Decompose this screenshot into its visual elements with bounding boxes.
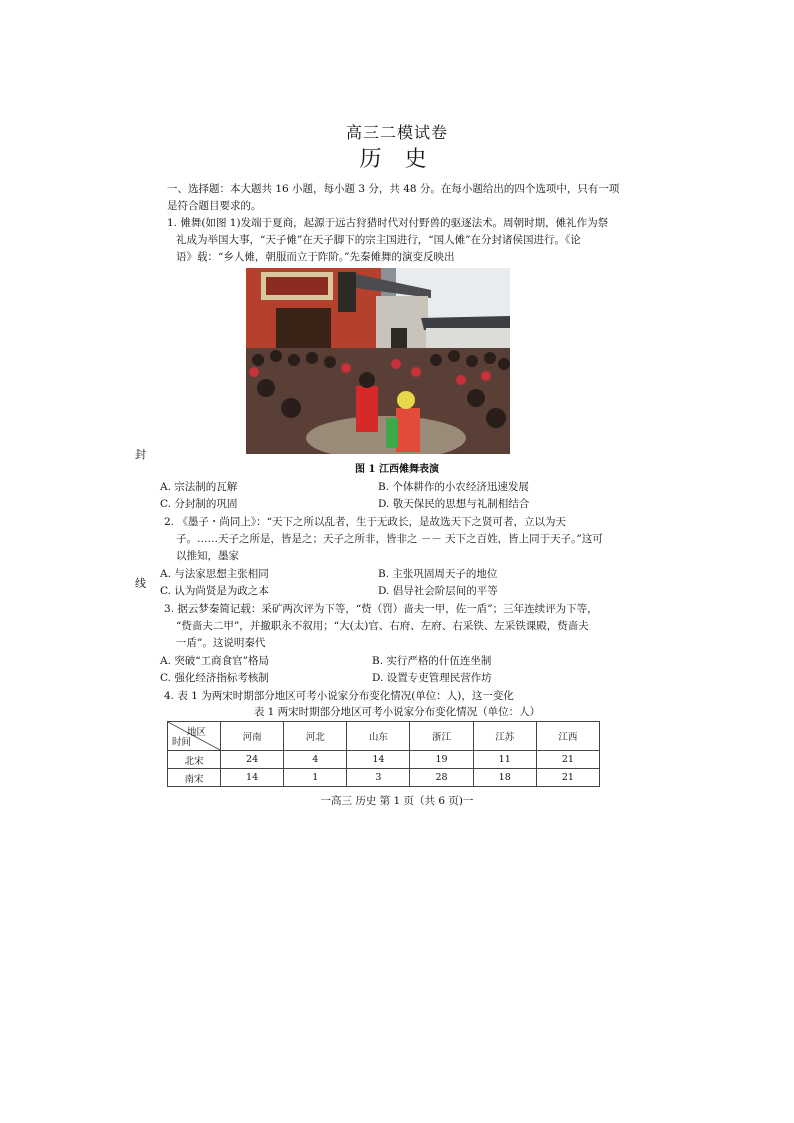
q3-stem-line2: “赀啬夫二甲”，并撤职永不叙用；“大(太)官、右府、左府、右采铁、左采铁课殿，赀啬夫 <box>176 620 589 632</box>
table-cell: 21 <box>536 769 599 787</box>
q3-option-d: D. 设置专吏管理民营作坊 <box>372 672 492 684</box>
section-intro-line2: 是符合题目要求的。 <box>167 200 262 212</box>
table-header-cell: 浙江 <box>410 722 473 751</box>
table-cell: 11 <box>473 751 536 769</box>
q4-stem-line1: 4. 表 1 为两宋时期部分地区可考小说家分布变化情况(单位：人)，这一变化 <box>164 690 514 702</box>
table-header-cell: 河北 <box>284 722 347 751</box>
margin-seal-char: 封 <box>135 448 146 461</box>
table-row-label: 北宋 <box>168 751 221 769</box>
table-header-cell: 河南 <box>221 722 284 751</box>
table-cell: 3 <box>347 769 410 787</box>
table-row-label: 南宋 <box>168 769 221 787</box>
corner-region-label: 地区 <box>186 727 206 738</box>
table-header-row <box>168 722 600 751</box>
table-cell: 18 <box>473 769 536 787</box>
q1-stem-line2: 礼成为举国大事，“天子傩”在天子脚下的宗主国进行，“国人傩”在分封诸侯国进行。《论 <box>176 234 581 246</box>
nuo-dance-photo <box>246 268 510 454</box>
figure-caption: 图 1 江西傩舞表演 <box>355 464 439 475</box>
q1-option-d: D. 敬天保民的思想与礼制相结合 <box>378 498 530 510</box>
q2-stem-line3: 以推知，墨家 <box>176 550 239 562</box>
subject-title: 历 史 <box>359 147 435 172</box>
table-row <box>168 751 600 769</box>
table-cell: 24 <box>221 751 284 769</box>
q3-option-a: A. 突破“工商食官”格局 <box>160 655 269 667</box>
q2-stem-line1: 2. 《墨子・尚同上》：“天下之所以乱者，生于无政长，是故选天下之贤可者，立以为天 <box>164 516 566 528</box>
page-footer: 一高三 历史 第 1 页（共 6 页)一 <box>320 795 474 807</box>
q3-stem-line3: 一盾”。这说明秦代 <box>176 637 266 649</box>
table-cell: 4 <box>284 751 347 769</box>
margin-line-char: 线 <box>135 577 146 590</box>
q3-option-b: B. 实行严格的什伍连坐制 <box>372 655 492 667</box>
q1-option-a: A. 宗法制的瓦解 <box>160 481 238 493</box>
table-title: 表 1 两宋时期部分地区可考小说家分布变化情况（单位：人） <box>253 706 541 718</box>
q2-option-c: C. 认为尚贤是为政之本 <box>160 585 269 597</box>
q2-option-a: A. 与法家思想主张相同 <box>160 568 269 580</box>
table-cell: 19 <box>410 751 473 769</box>
q3-option-c: C. 强化经济指标考核制 <box>160 672 269 684</box>
section-intro-line1: 一、选择题：本大题共 16 小题，每小题 3 分，共 48 分。在每小题给出的四个选项中，只有一项 <box>167 183 620 195</box>
table-cell: 14 <box>347 751 410 769</box>
exam-title: 高三二模试卷 <box>345 123 448 142</box>
q2-option-d: D. 倡导社会阶层间的平等 <box>378 585 498 597</box>
corner-period-label: 时间 <box>172 737 192 748</box>
q1-stem-line1: 1. 傩舞(如图 1)发端于夏商，起源于远古狩猎时代对付野兽的驱逐法术。周朝时期，傩礼作为祭 <box>167 217 609 229</box>
q2-option-b: B. 主张巩固周天子的地位 <box>378 568 498 580</box>
q1-option-c: C. 分封制的巩固 <box>160 498 238 510</box>
table-header-cell: 山东 <box>347 722 410 751</box>
table-header-cell: 江西 <box>536 722 599 751</box>
table-cell: 14 <box>221 769 284 787</box>
q1-option-b: B. 个体耕作的小农经济迅速发展 <box>378 481 529 493</box>
q3-stem-line1: 3. 据云梦秦简记载：采矿两次评为下等，“赀（罚）啬夫一甲，佐一盾”；三年连续评为下等， <box>164 603 598 615</box>
novelist-distribution-table <box>167 721 600 787</box>
table-cell: 21 <box>536 751 599 769</box>
table-cell: 1 <box>284 769 347 787</box>
table-row <box>168 769 600 787</box>
table-cell: 28 <box>410 769 473 787</box>
table-header-cell: 江苏 <box>473 722 536 751</box>
q2-stem-line2: 子。……天子之所是，皆是之；天子之所非，皆非之 －－ 天下之百姓，皆上同于天子。”这可 <box>176 533 603 545</box>
table-corner-cell <box>168 722 221 751</box>
q1-stem-line3: 语》载：“乡人傩，朝服而立于阼阶。”先秦傩舞的演变反映出 <box>176 251 455 263</box>
